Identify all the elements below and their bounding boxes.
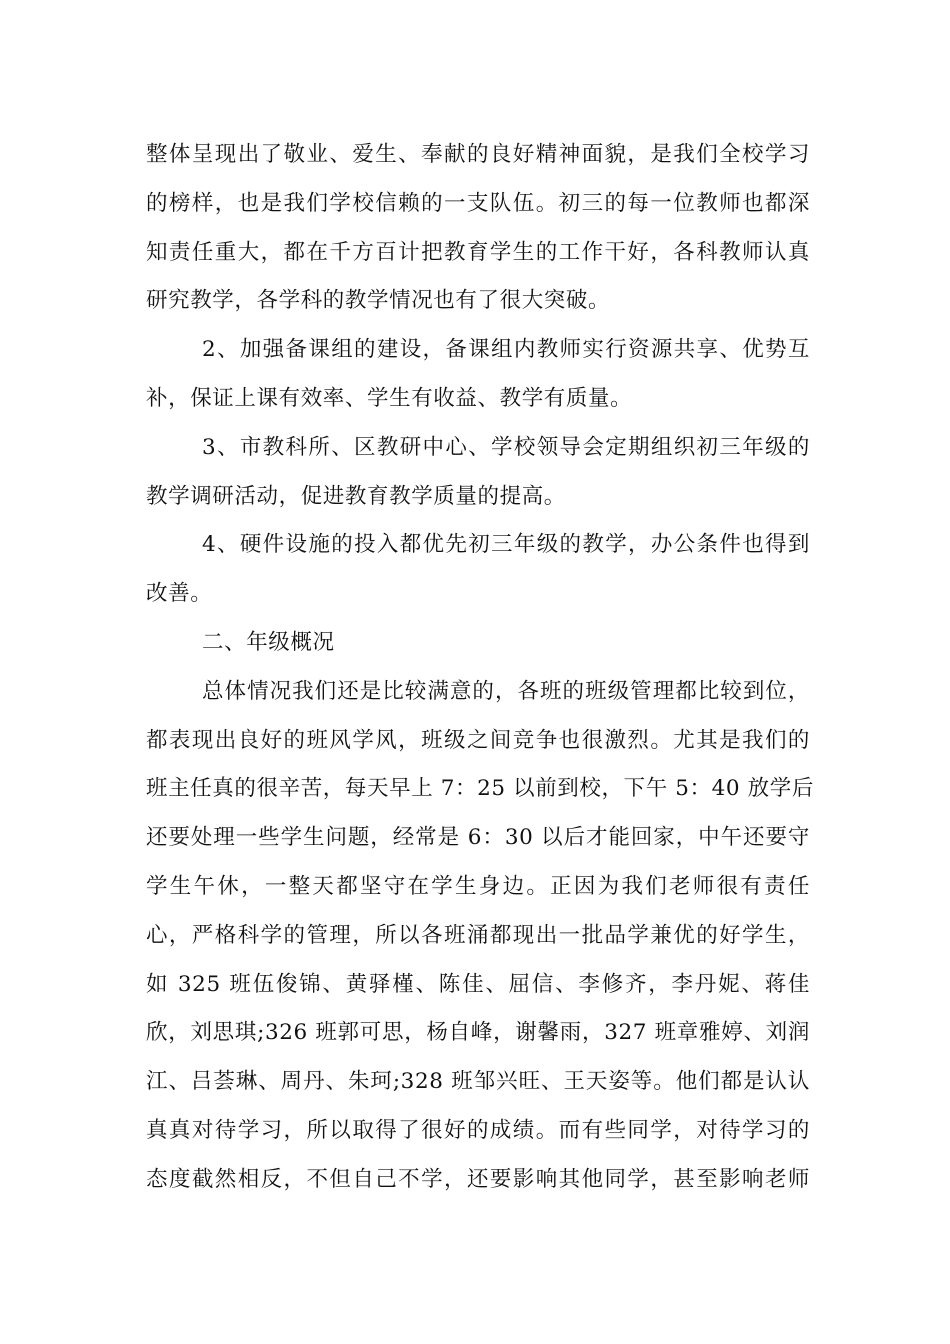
section-heading — [146, 619, 810, 668]
text-line: 如 325 班伍俊锦、黄驿槿、陈佳、屈信、李修齐，李丹妮、蒋佳 — [146, 971, 810, 997]
text-line: 补，保证上课有效率、学生有收益、教学有质量。 — [146, 385, 633, 411]
text-line: 态度截然相反，不但自己不学，还要影响其他同学，甚至影响老师 — [146, 1166, 810, 1192]
text-line: 教学调研活动，促进教育教学质量的提高。 — [146, 483, 566, 509]
text-line: 班主任真的很辛苦，每天早上 7：25 以前到校，下午 5：40 放学后 — [146, 776, 814, 802]
heading-text: 二、年级概况 — [202, 629, 335, 655]
text-line: 真真对待学习，所以取得了很好的成绩。而有些同学，对待学习的 — [146, 1117, 810, 1143]
text-line: 江、吕荟琳、周丹、朱珂;328 班邹兴旺、王天姿等。他们都是认认 — [146, 1069, 810, 1095]
document-body — [146, 131, 814, 1205]
text-line: 改善。 — [146, 581, 213, 607]
paragraph-1 — [146, 131, 810, 326]
text-line: 2、加强备课组的建设，备课组内教师实行资源共享、优势互 — [202, 337, 810, 363]
text-line: 总体情况我们还是比较满意的，各班的班级管理都比较到位， — [202, 678, 810, 704]
text-line: 研究教学，各学科的教学情况也有了很大突破。 — [146, 288, 611, 314]
text-line: 都表现出良好的班风学风，班级之间竞争也很激烈。尤其是我们的 — [146, 727, 810, 753]
paragraph-2 — [146, 326, 810, 424]
text-line: 知责任重大，都在千方百计把教育学生的工作干好，各科教师认真 — [146, 239, 810, 265]
text-line: 的榜样，也是我们学校信赖的一支队伍。初三的每一位教师也都深 — [146, 190, 810, 216]
text-line: 3、市教科所、区教研中心、学校领导会定期组织初三年级的 — [202, 434, 810, 460]
paragraph-3 — [146, 424, 810, 522]
text-line: 心，严格科学的管理，所以各班涌都现出一批品学兼优的好学生， — [146, 922, 810, 948]
text-line: 4、硬件设施的投入都优先初三年级的教学，办公条件也得到 — [202, 532, 810, 558]
paragraph-6 — [146, 668, 814, 1205]
text-line: 整体呈现出了敬业、爱生、奉献的良好精神面貌，是我们全校学习 — [146, 142, 810, 167]
paragraph-4 — [146, 521, 810, 619]
text-line: 欣，刘思琪;326 班郭可思，杨自峰，谢馨雨，327 班章雅婷、刘润 — [146, 1020, 810, 1046]
text-line: 还要处理一些学生问题，经常是 6：30 以后才能回家，中午还要守 — [146, 825, 810, 851]
text-line: 学生午休，一整天都坚守在学生身边。正因为我们老师很有责任 — [146, 873, 810, 899]
